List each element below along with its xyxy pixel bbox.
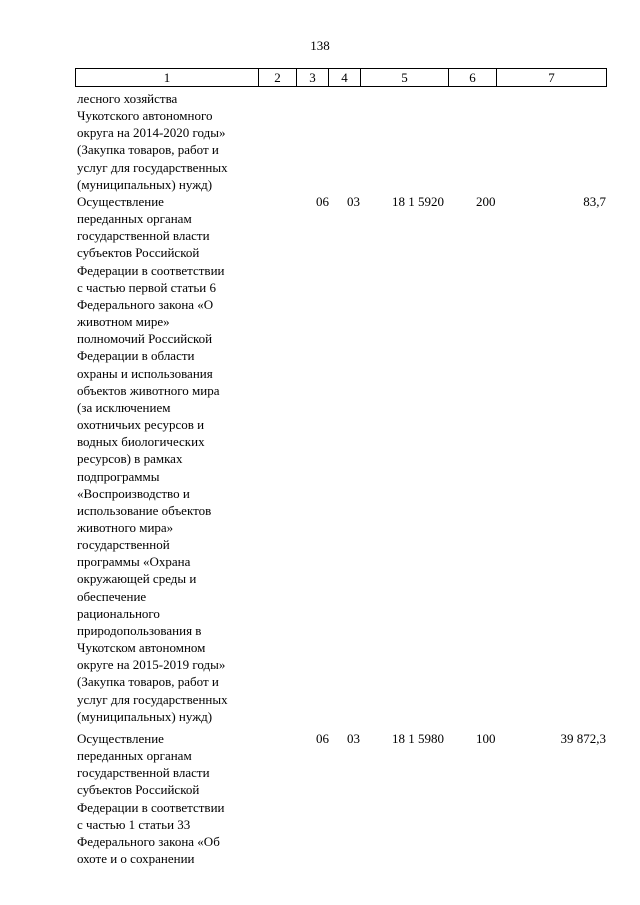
row-description: лесного хозяйства Чукотского автономного округа на 2014-2020 годы» (Закупка товаров, работ и услуг для государственных (муниципальных) нужд)	[77, 91, 228, 192]
row-amount: 39 872,3	[560, 731, 606, 746]
row-subsection: 03	[347, 194, 360, 209]
row-description: Осуществление переданных органам государственной власти субъектов Российской Федерации в соответствии с частью 1 статьи 33 Федерального закона «Об охоте и о сохранении	[77, 731, 225, 867]
row-target-code: 18 1 5920	[392, 194, 444, 209]
row-amount: 83,7	[583, 194, 606, 209]
page-number: 138	[310, 38, 330, 53]
header-col-7: 7	[497, 69, 607, 87]
row-expense-type: 200	[476, 194, 496, 209]
header-col-1: 1	[76, 69, 259, 87]
row-subsection: 03	[347, 731, 360, 746]
row-section: 06	[316, 731, 329, 746]
header-col-4: 4	[329, 69, 361, 87]
row-description: Осуществление переданных органам государственной власти субъектов Российской Федерации в соответствии с частью первой статьи 6 Федерального закона «О животном мире» полномочий Российской Федерации в области охраны и использования объектов животного мира (за исключением охотничьих ресурсов и водных биологических ресурсов) в рамках подпрограммы «Воспроизводство и использование объектов животного мира» государственной программы «Охрана окружающей среды и обеспечение рационального природопользования в Чукотском автономном округе на 2015-2019 годы» (Закупка товаров, работ и услуг для государственных (муниципальных) нужд)	[77, 194, 228, 724]
header-col-5: 5	[361, 69, 449, 87]
row-expense-type: 100	[476, 731, 496, 746]
header-col-3: 3	[297, 69, 329, 87]
row-target-code: 18 1 5980	[392, 731, 444, 746]
header-row	[76, 69, 607, 87]
header-col-2: 2	[259, 69, 297, 87]
header-col-6: 6	[449, 69, 497, 87]
table-header	[75, 68, 607, 87]
row-section: 06	[316, 194, 329, 209]
